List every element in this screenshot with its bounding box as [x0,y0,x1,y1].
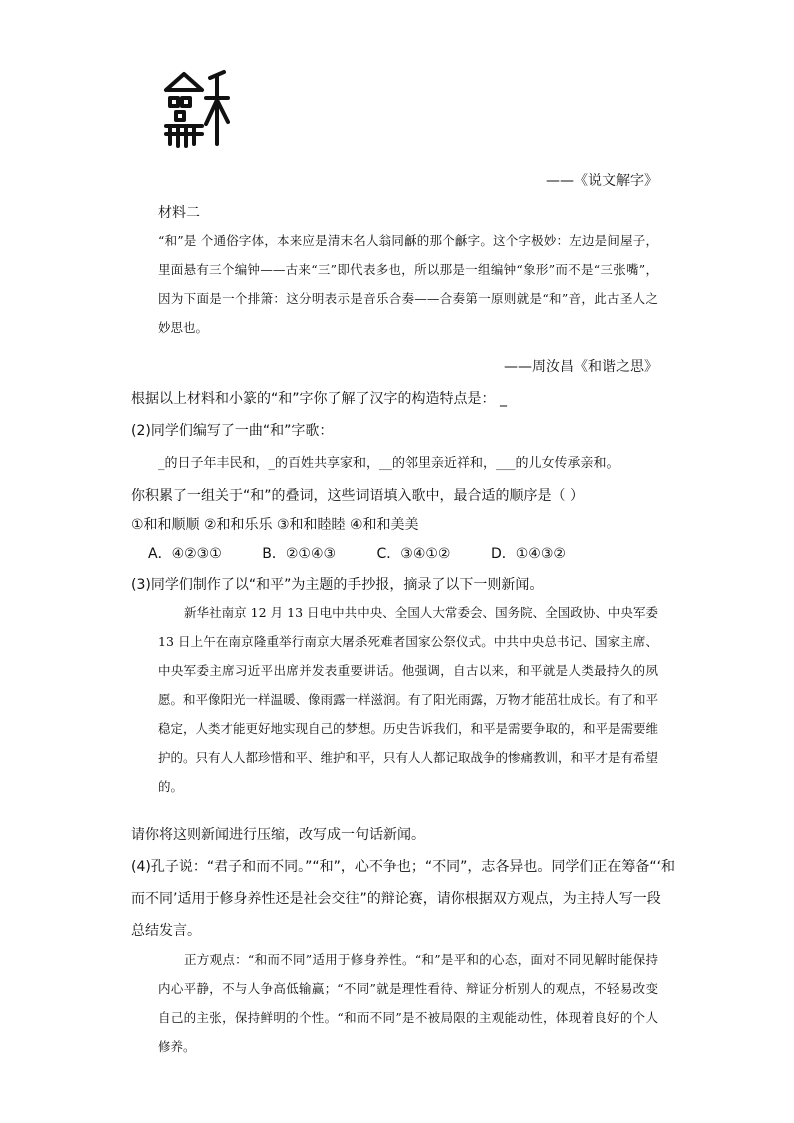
option-a[interactable]: A．④②③① [148,546,222,562]
material2-paragraph [158,226,658,342]
q3-intro: (3)同学们制作了以“和平”为主题的手抄报，摘录了以下一则新闻。 [131,577,544,593]
q4-pro-paragraph [158,945,658,1061]
q4-line1: (4)孔子说：“君子和而不同。”“和”，心不争也；“不同”，志各异也。同学们正在筹备“‘和 [131,859,676,875]
q2-intro: (2)同学们编写了一曲“和”字歌： [131,423,334,439]
option-c[interactable]: C．③④①② [376,546,451,562]
option-b[interactable]: B．②①④③ [262,546,337,562]
material2-heading: 材料二 [158,205,200,221]
q3-news-paragraph [158,598,658,801]
q4-pro-text: 正方观点：“和而不同”适用于修身养性。“和”是平和的心态，面对不同见解时能保持内心平静，不与人争高低输赢；“不同”就是理性看待、辩证分析别人的观点，不轻易改变自己的主张，保持鲜明的个性。“和而不同”是不被局限的主观能动性，体现着良好的个人修养。 [158,952,658,1054]
q3-news-text: 新华社南京 12 月 13 日电中共中央、全国人大常委会、国务院、全国政协、中央军委 13 日上午在南京隆重举行南京大屠杀死难者国家公祭仪式。中共中央总书记、国家主席、中央军委主席习近平出席并发表重要讲话。他强调，自古以来，和平就是人类最持久的夙愿。和平像阳光一样温暖、像雨露一样滋润。有了阳光雨露，万物才能茁壮成长。有了和平稳定，人类才能更好地实现自己的梦想。历史告诉我们，和平是需要争取的，和平是需要维护的。只有人人都珍惜和平、维护和平，只有人人都记取战争的惨痛教训，和平才是有希望的。 [158,605,659,794]
q4-line2: 而不同’适用于修身养性还是社会交往”的辩论赛，请你根据双方观点，为主持人写一段 [131,891,661,907]
q1-text: 根据以上材料和小篆的“和”字你了解了汉字的构造特点是： _ [131,391,507,407]
material2-text: “和”是 个通俗字体，本来应是清末名人翁同龢的那个龢字。这个字极妙：左边是间屋子，里面悬有三个编钟——古来“三”即代表多也，所以那是一组编钟“象形”而不是“三张嘴”，因为下面是一个排箫：这分明表示是音乐合奏——合奏第一原则就是“和”音，此古圣人之妙思也。 [158,233,658,335]
q3-task: 请你将这则新闻进行压缩，改写成一句话新闻。 [131,827,425,843]
option-d[interactable]: D．①④③② [490,546,566,562]
q2-song: _的日子年丰民和，_的百姓共享家和，__的邻里亲近祥和，___的儿女传承亲和。 [158,456,620,471]
q2-options [148,545,602,563]
source-shuowen: ——《说文解字》 [546,173,658,189]
source-zhou: ——周汝昌《和谐之思》 [504,359,658,375]
q2-question: 你积累了一组关于“和”的叠词，这些词语填入歌中，最合适的顺序是（ ） [131,488,584,504]
q4-line3: 总结发言。 [131,923,201,939]
seal-script-character-image [160,68,230,150]
q2-words: ①和和顺顺 ②和和乐乐 ③和和睦睦 ④和和美美 [131,517,419,533]
